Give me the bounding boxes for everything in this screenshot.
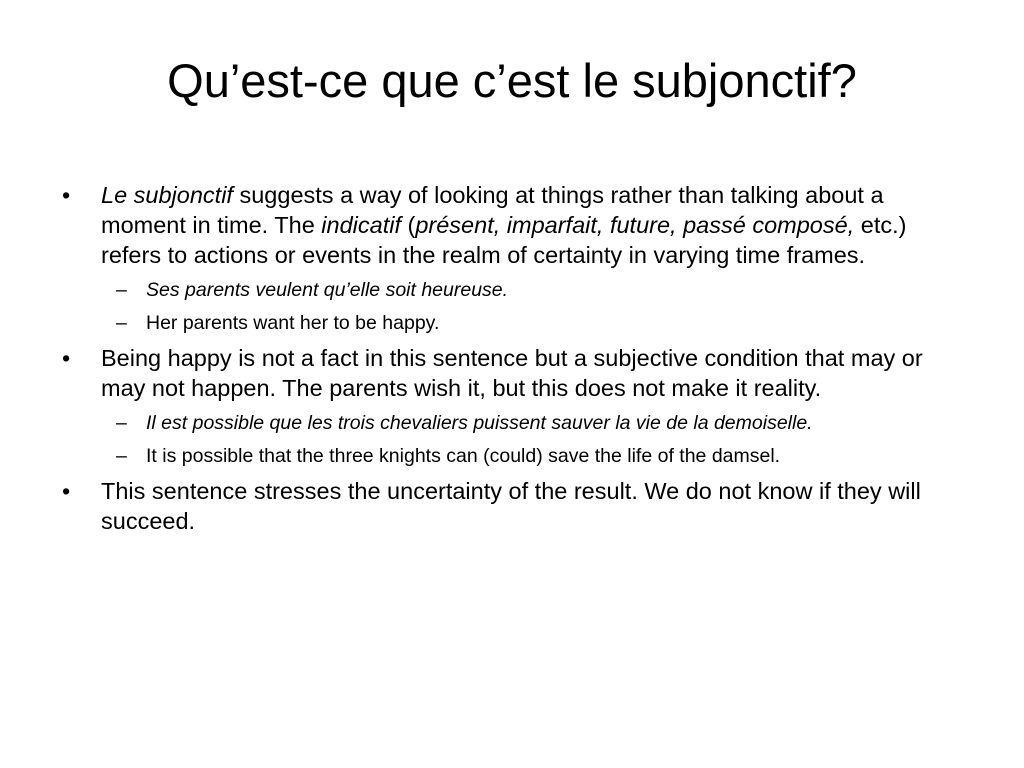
bullet-item <box>60 476 965 536</box>
sub-bullet-marker: – <box>116 412 127 434</box>
sub-bullet-item <box>60 410 965 437</box>
sub-bullet-marker: – <box>116 279 127 301</box>
bullet-text: suggests a way of looking at things rather than talking about a moment in time. The <box>101 182 884 238</box>
bullet-text: Being happy is not a fact in this sentence but a subjective condition that may or may not happen. The parents wish it, but this does not make it reality. <box>101 345 923 401</box>
sub-bullet-marker: – <box>116 312 127 334</box>
bullet-marker: • <box>62 182 71 208</box>
tense-list: présent, imparfait, future, passé composé, <box>415 212 855 238</box>
slide-title: Qu’est-ce que c’est le subjonctif? <box>167 54 857 107</box>
slide-body <box>60 180 965 543</box>
example-french: Il est possible que les trois chevaliers puissent sauver la vie de la demoiselle. <box>146 412 813 434</box>
example-french: Ses parents veulent qu’elle soit heureuse. <box>146 279 509 301</box>
example-english: Her parents want her to be happy. <box>146 312 440 334</box>
sub-bullet-item <box>60 277 965 304</box>
sub-bullet-item <box>60 310 965 337</box>
bullet-marker: • <box>62 345 71 371</box>
sub-bullet-item <box>60 443 965 470</box>
example-english: It is possible that the three knights can (could) save the life of the damsel. <box>146 445 781 467</box>
bullet-text: etc.) refers to actions or events in the realm of certainty in varying time frames. <box>101 212 907 268</box>
term-subjonctif: Le subjonctif <box>101 182 233 208</box>
sub-bullet-marker: – <box>116 445 127 467</box>
bullet-item <box>60 343 965 403</box>
bullet-text: This sentence stresses the uncertainty of the result. We do not know if they will succeed. <box>101 478 921 534</box>
bullet-item <box>60 180 965 270</box>
term-indicatif: indicatif <box>321 212 401 238</box>
bullet-marker: • <box>62 478 71 504</box>
bullet-text: ( <box>400 212 416 238</box>
